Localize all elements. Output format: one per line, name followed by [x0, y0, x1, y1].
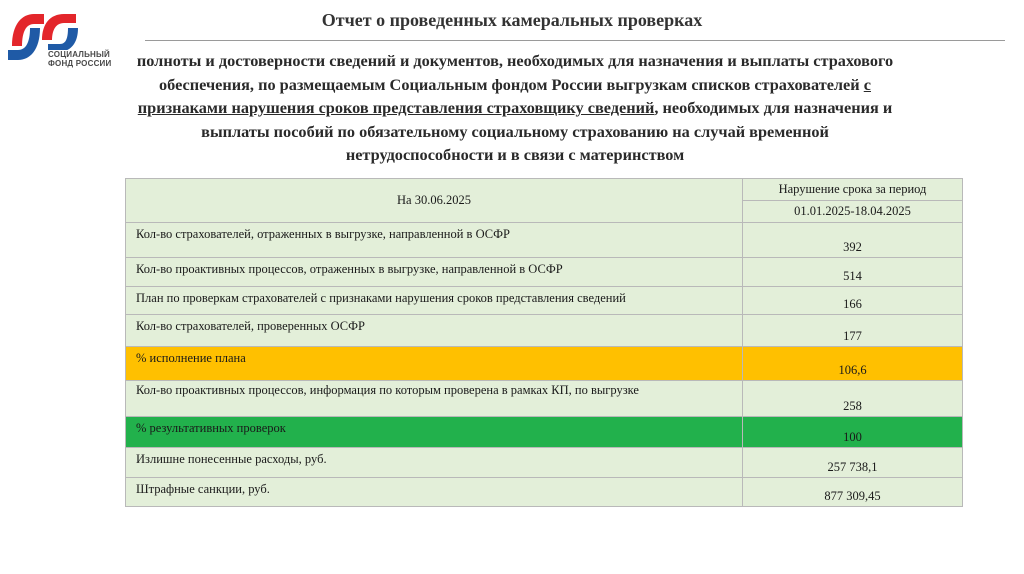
table-row [126, 381, 963, 417]
header-row-1 [126, 179, 963, 201]
row-value: 877 309,45 [743, 478, 963, 507]
subtitle-part-2: , необходимых для назначения и выплаты пособий по обязательному социальному страхованию на случай временной нетрудоспособности и в связи с материнством [201, 98, 893, 164]
page-title: Отчет о проведенных камеральных проверках [321, 10, 703, 30]
table-row [126, 258, 963, 287]
table-row [126, 478, 963, 507]
period-header: Нарушение срока за период [743, 179, 963, 201]
sfr-logo-text [48, 50, 111, 68]
row-label: Штрафные санкции, руб. [126, 478, 743, 507]
table-row [126, 315, 963, 347]
row-value: 166 [743, 287, 963, 315]
period-range: 01.01.2025-18.04.2025 [743, 201, 963, 223]
effective-checks-row [126, 417, 963, 448]
page-subtitle [130, 49, 900, 167]
title-divider [145, 40, 1005, 41]
row-label: % исполнение плана [126, 347, 743, 381]
logo-line-2: ФОНД РОССИИ [48, 59, 112, 68]
row-label: Кол-во страхователей, проверенных ОСФР [126, 315, 743, 347]
row-label: План по проверкам страхователей с признаками нарушения сроков представления сведений [126, 287, 743, 315]
row-value: 177 [743, 315, 963, 347]
row-value: 514 [743, 258, 963, 287]
logo-line-1: СОЦИАЛЬНЫЙ [48, 50, 110, 59]
table-row [126, 448, 963, 478]
row-label: Кол-во проактивных процессов, информация по которым проверена в рамках КП, по выгрузке [126, 381, 743, 417]
date-header: На 30.06.2025 [126, 179, 743, 223]
report-table [125, 178, 963, 507]
table-row [126, 287, 963, 315]
row-value: 392 [743, 223, 963, 258]
row-label: Кол-во проактивных процессов, отраженных в выгрузке, направленной в ОСФР [126, 258, 743, 287]
row-label: Кол-во страхователей, отраженных в выгрузке, направленной в ОСФР [126, 223, 743, 258]
subtitle-part-1: полноты и достоверности сведений и документов, необходимых для назначения и выплаты страхового обеспечения, по размещаемым Социальным фондом России выгрузкам списков страхователей [136, 51, 894, 94]
row-value: 100 [743, 417, 963, 448]
subtitle-underlined: с признаками нарушения сроков представления страховщику сведений [137, 74, 871, 117]
row-value: 258 [743, 381, 963, 417]
table-row [126, 223, 963, 258]
plan-execution-row [126, 347, 963, 381]
row-value: 106,6 [743, 347, 963, 381]
row-label: Излишне понесенные расходы, руб. [126, 448, 743, 478]
row-label: % результативных проверок [126, 417, 743, 448]
row-value: 257 738,1 [743, 448, 963, 478]
